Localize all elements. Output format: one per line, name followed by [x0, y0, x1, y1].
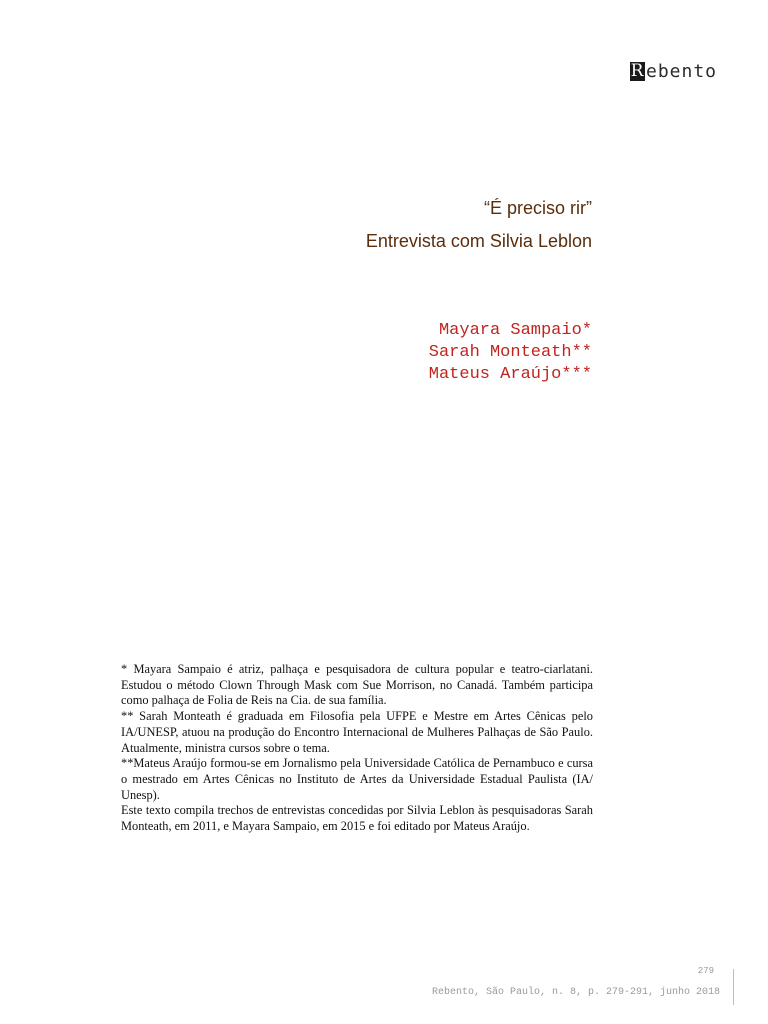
footnote: * Mayara Sampaio é atriz, palhaça e pesquisadora de cultura popular e teatro-ciarlatani. Estudou o método Clown Through Mask com Sue Morrison, no Canadá. Também participa como palhaça de Folia de Reis na Cia. de sua família. — [121, 662, 593, 708]
journal-citation: Rebento, São Paulo, n. 8, p. 279-291, junho 2018 — [431, 987, 720, 998]
article-title — [366, 192, 592, 258]
logo-initial: R — [630, 61, 645, 81]
author-footnotes — [121, 662, 593, 835]
author-list — [429, 320, 592, 386]
title-line-2: Entrevista com Silvia Leblon — [365, 231, 592, 251]
margin-divider — [733, 969, 734, 1005]
author-name: Mayara Sampaio* — [438, 321, 592, 340]
logo-text: ebento — [646, 61, 718, 82]
page-number: 279 — [697, 966, 714, 976]
footnote: **Mateus Araújo formou-se em Jornalismo pela Universidade Católica de Pernambuco e cursa o mestrado em Artes Cênicas no Instituto de Artes da Universidade Estadual Paulista (IA/ Unesp). — [121, 756, 593, 802]
footnote: Este texto compila trechos de entrevistas concedidas por Silvia Leblon às pesquisadoras Sarah Monteath, em 2011, e Mayara Sampaio, em 2015 e foi editado por Mateus Araújo. — [121, 803, 593, 834]
journal-logo — [630, 61, 717, 82]
title-line-1: “É preciso rir” — [483, 198, 592, 218]
author-name: Mateus Araújo*** — [428, 365, 592, 384]
author-name: Sarah Monteath** — [428, 343, 592, 362]
footnote: ** Sarah Monteath é graduada em Filosofia pela UFPE e Mestre em Artes Cênicas pelo IA/UNESP, atuou na produção do Encontro Internacional de Mulheres Palhaças de São Paulo. Atualmente, ministra cursos sobre o tema. — [121, 709, 593, 755]
